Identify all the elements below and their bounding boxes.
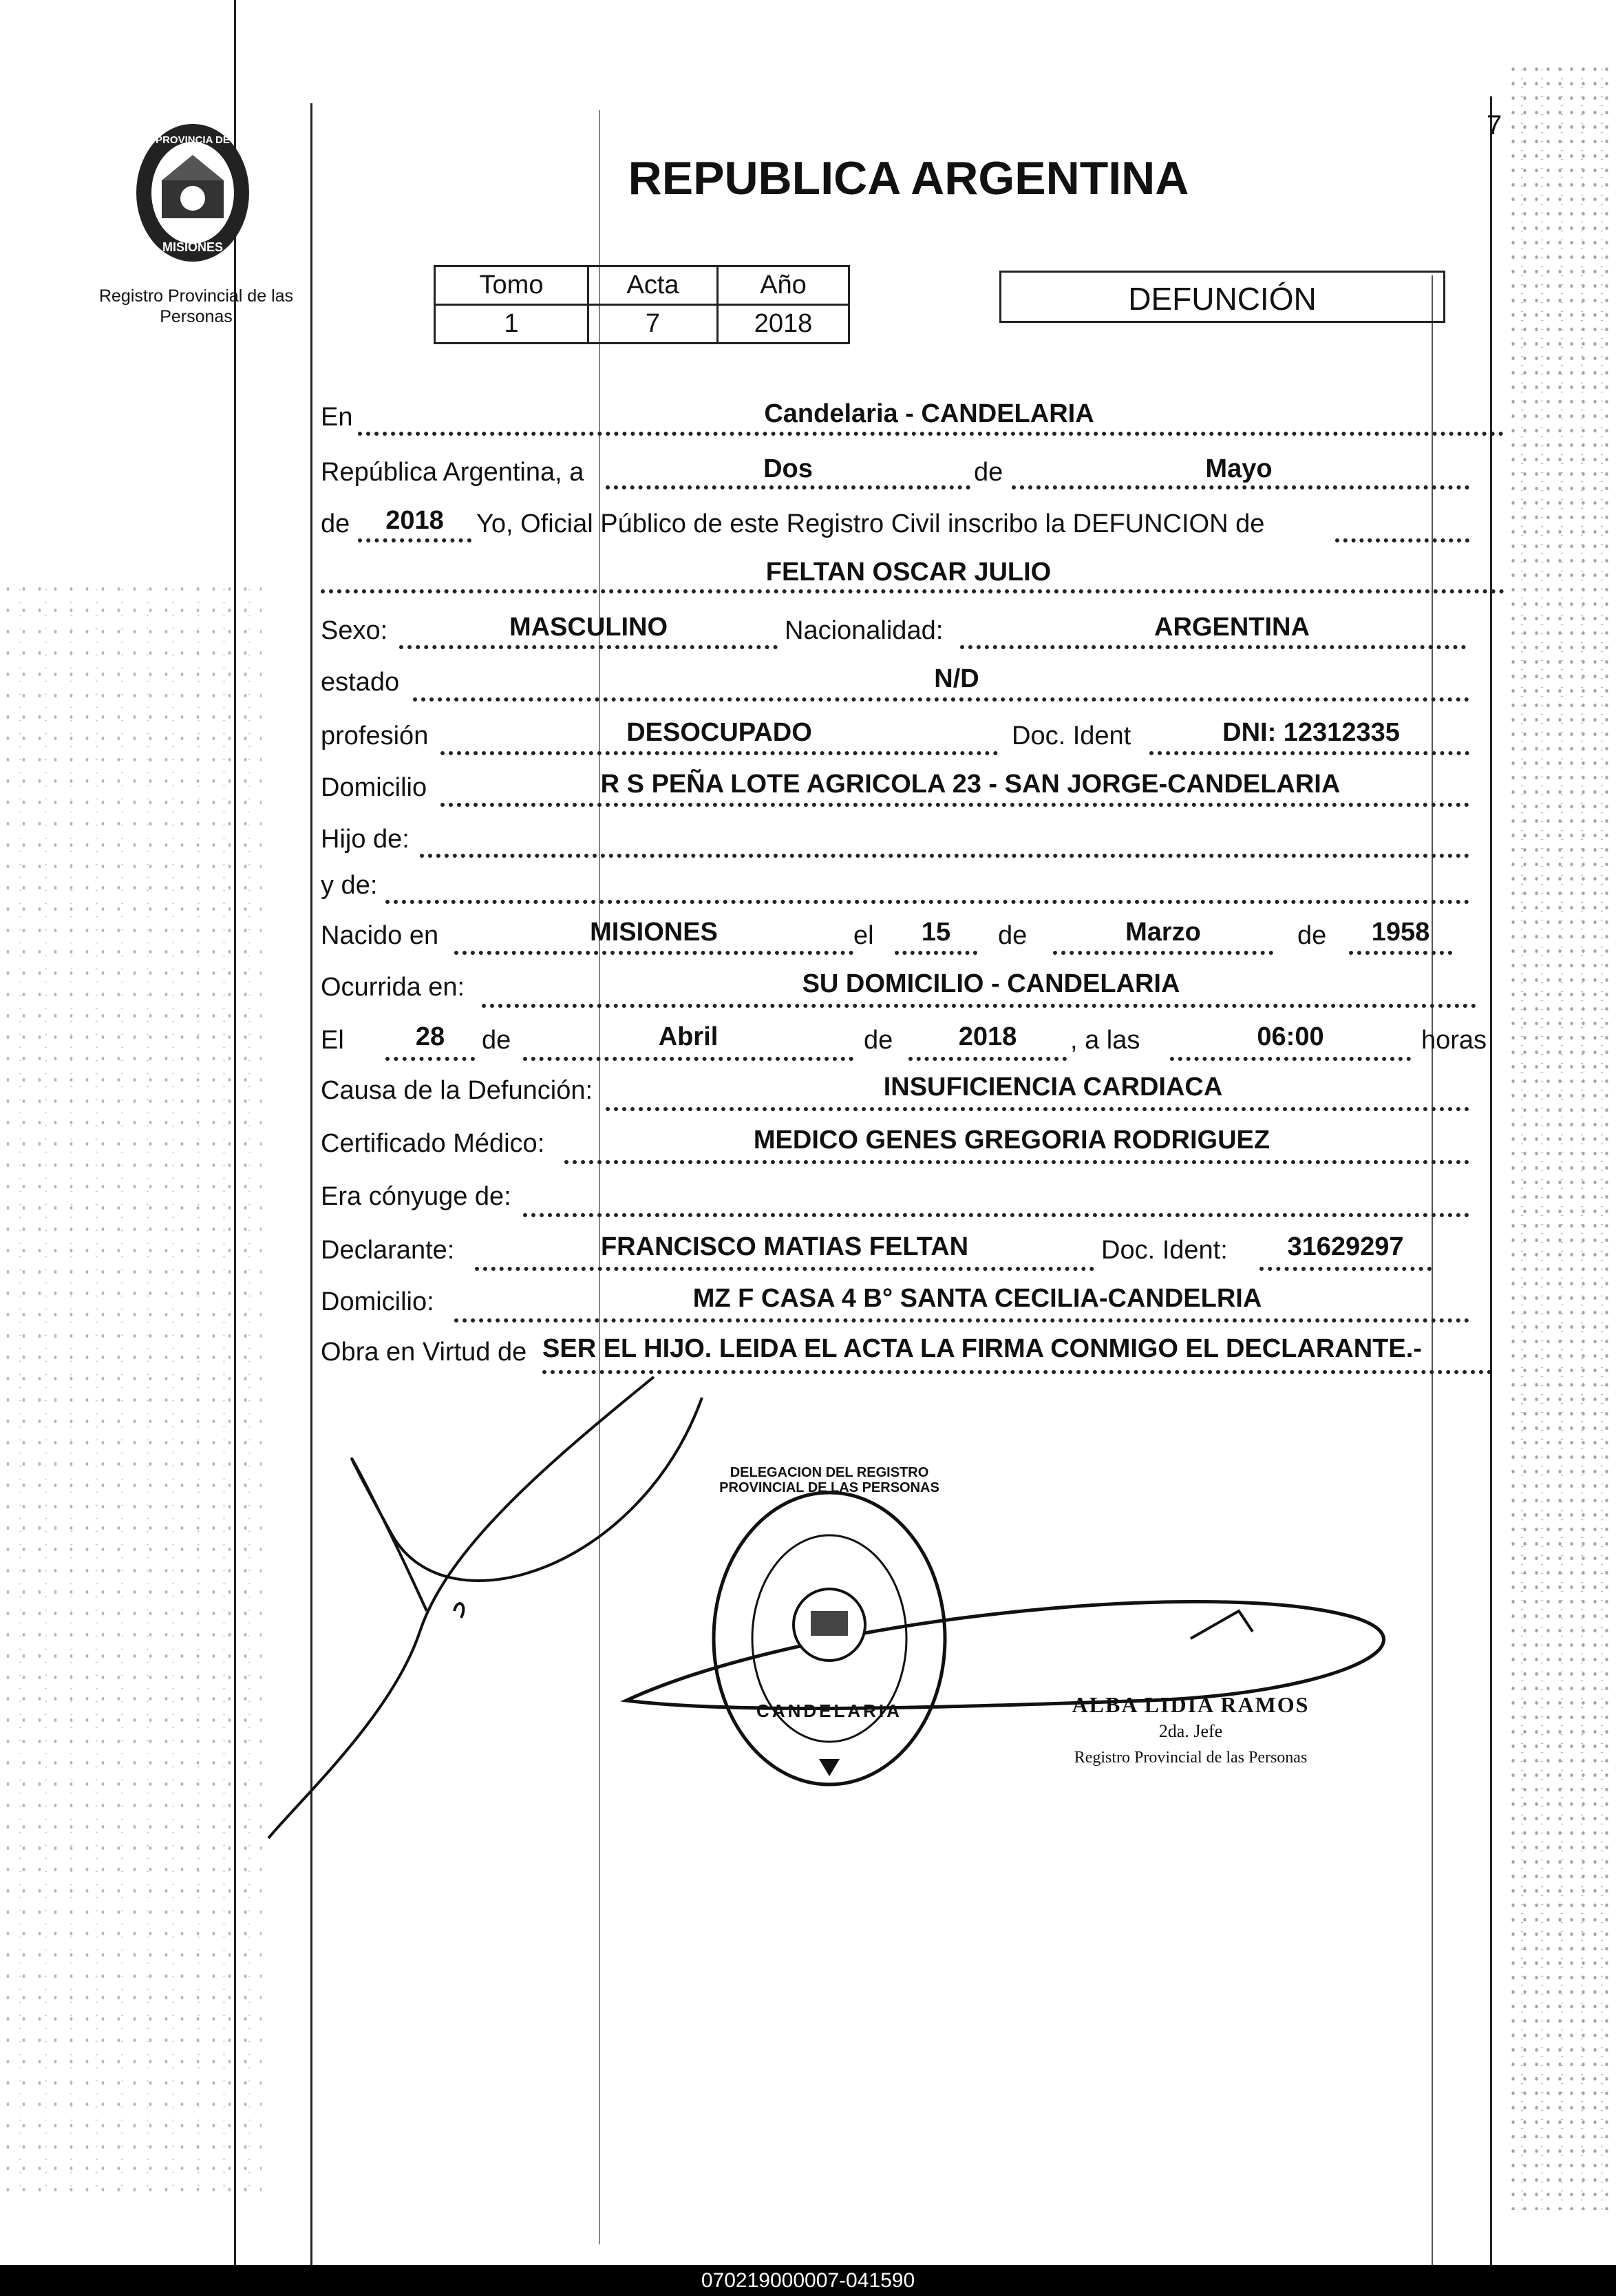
domicilio-label: Domicilio (321, 773, 427, 802)
decl-dom-label: Domicilio: (321, 1287, 434, 1316)
en-label: En (321, 403, 353, 432)
fallec-mes-value: Abril (658, 1022, 719, 1051)
official-title: 2da. Jefe (1158, 1721, 1223, 1741)
book-header-acta: Acta (588, 266, 718, 305)
obra-value: SER EL HIJO. LEIDA EL ACTA LA FIRMA CONMIGO EL DECLARANTE.- (542, 1334, 1422, 1363)
obra-label: Obra en Virtud de (321, 1338, 527, 1367)
doc-label: Doc. Ident (1012, 722, 1131, 750)
right-scan-noise (1507, 62, 1616, 2210)
doc-dotline (1149, 751, 1469, 755)
decl-dom-dotline (454, 1318, 1469, 1323)
seal-text-top: PROVINCIA DE (156, 134, 230, 146)
decl-doc-value: 31629297 (1287, 1232, 1404, 1261)
profesion-label: profesión (321, 722, 429, 750)
registry-stamp (709, 1487, 950, 1790)
hora-dotline (1170, 1057, 1411, 1061)
decl-doc-label: Doc. Ident: (1101, 1236, 1228, 1265)
decl-doc-dotline (1259, 1267, 1432, 1271)
domicilio-dotline (440, 803, 1469, 807)
sexo-label: Sexo: (321, 616, 388, 645)
dia-dotline (606, 485, 970, 489)
conyuge-label: Era cónyuge de: (321, 1182, 511, 1211)
province-seal-logo (124, 117, 262, 275)
anio-value: 2018 (385, 506, 444, 535)
yde-dotline (385, 900, 1469, 904)
official-office: Registro Provincial de las Personas (1074, 1749, 1308, 1767)
causa-dotline (606, 1107, 1469, 1111)
book-value-tomo: 1 (435, 305, 588, 344)
form-left-border (310, 103, 312, 2272)
en-value: Candelaria - CANDELARIA (764, 399, 1094, 428)
nacionalidad-label: Nacionalidad: (785, 616, 944, 645)
ocurrida-value: SU DOMICILIO - CANDELARIA (802, 969, 1180, 998)
left-scan-noise (0, 578, 262, 2196)
fallec-de-label: de (482, 1026, 511, 1055)
estado-label: estado (321, 668, 400, 697)
ocurrida-label: Ocurrida en: (321, 973, 465, 1002)
fallec-mes-dotline (523, 1057, 853, 1061)
anio-de-label: de (321, 509, 350, 538)
hora-value: 06:00 (1257, 1022, 1324, 1051)
sexo-value: MASCULINO (509, 613, 668, 642)
nacido-anio-value: 1958 (1371, 918, 1430, 947)
anio-dotline (358, 538, 471, 543)
nacido-label: Nacido en (321, 921, 439, 950)
nacido-anio-dotline (1349, 951, 1452, 955)
domicilio-value: R S PEÑA LOTE AGRICOLA 23 - SAN JORGE-CANDELARIA (600, 770, 1341, 799)
mes-value: Mayo (1205, 454, 1273, 483)
cert-dotline (564, 1160, 1469, 1164)
declarante-dotline (475, 1267, 1094, 1271)
profesion-value: DESOCUPADO (626, 718, 812, 747)
hijo-dotline (420, 854, 1469, 858)
fallec-anio-dotline (908, 1057, 1067, 1061)
nacido-de-label: de (998, 921, 1028, 950)
en-dotline (358, 432, 1504, 436)
decl-dom-value: MZ F CASA 4 B° SANTA CECILIA-CANDELRIA (692, 1284, 1262, 1313)
nacido-dia-value: 15 (921, 918, 951, 947)
fallec-dia-dotline (385, 1057, 475, 1061)
nombre-dotline (321, 589, 1505, 593)
cert-label: Certificado Médico: (321, 1129, 545, 1158)
conyuge-dotline (523, 1213, 1469, 1217)
estado-dotline (413, 697, 1469, 702)
nacido-lugar-dotline (454, 951, 853, 955)
nacido-mes-dotline (1053, 951, 1273, 955)
seal-text-bottom: MISIONES (162, 240, 224, 254)
hijo-label: Hijo de: (321, 825, 410, 854)
book-header-anio: Año (718, 266, 849, 305)
record-type-box: DEFUNCIÓN (999, 271, 1445, 323)
nacido-lugar-value: MISIONES (590, 918, 718, 947)
dia-value: Dos (763, 454, 813, 483)
inscribo-text: Yo, Oficial Público de este Registro Civil inscribo la DEFUNCION de (476, 509, 1265, 538)
book-reference-table (434, 265, 850, 344)
fallec-dia-value: 28 (415, 1022, 445, 1051)
horas-label: horas (1421, 1026, 1487, 1055)
causa-label: Causa de la Defunción: (321, 1076, 593, 1105)
stamp-center-text: CANDELARIA (756, 1700, 902, 1721)
fallec-de2-label: de (864, 1026, 893, 1055)
footer-bar (0, 2265, 1616, 2296)
fallec-anio-value: 2018 (958, 1022, 1017, 1051)
doc-value: DNI: 12312335 (1222, 718, 1400, 747)
mes-dotline (1012, 485, 1469, 489)
alas-label: , a las (1070, 1026, 1140, 1055)
center-guide-line (599, 110, 600, 2244)
page-title: REPUBLICA ARGENTINA (628, 152, 1189, 204)
deceased-name: FELTAN OSCAR JULIO (765, 558, 1052, 587)
book-value-anio: 2018 (718, 305, 849, 344)
footer-code: 070219000007-041590 (701, 2269, 915, 2292)
declarante-value: FRANCISCO MATIAS FELTAN (600, 1232, 969, 1261)
nacido-mes-value: Marzo (1125, 918, 1201, 947)
declarante-label: Declarante: (321, 1236, 455, 1265)
mes-de-label: de (974, 458, 1003, 487)
sexo-dotline (399, 645, 778, 649)
fallec-el-label: El (321, 1026, 344, 1055)
causa-value: INSUFICIENCIA CARDIACA (883, 1073, 1223, 1102)
page-number: 7 (1487, 110, 1502, 140)
nacionalidad-value: ARGENTINA (1154, 613, 1310, 642)
nacido-el-label: el (853, 921, 874, 950)
form-right-border (1490, 96, 1492, 2272)
book-value-acta: 7 (588, 305, 718, 344)
nacido-de2-label: de (1297, 921, 1327, 950)
estado-value: N/D (934, 664, 979, 693)
stamp-ring-text: DELEGACION DEL REGISTRO PROVINCIAL DE LAS PERSONAS (719, 1465, 939, 1495)
nacido-dia-dotline (895, 951, 977, 955)
republica-label: República Argentina, a (321, 458, 584, 487)
left-margin-line (234, 0, 236, 2265)
profesion-dotline (440, 751, 998, 755)
inscribo-dotline (1335, 538, 1469, 543)
nacionalidad-dotline (960, 645, 1466, 649)
logo-caption: Registro Provincial de las Personas (98, 286, 294, 326)
official-name: ALBA LIDIA RAMOS (1072, 1692, 1310, 1717)
cert-value: MEDICO GENES GREGORIA RODRIGUEZ (753, 1126, 1271, 1155)
ocurrida-dotline (482, 1004, 1476, 1008)
yde-label: y de: (321, 871, 378, 900)
book-header-tomo: Tomo (435, 266, 588, 305)
